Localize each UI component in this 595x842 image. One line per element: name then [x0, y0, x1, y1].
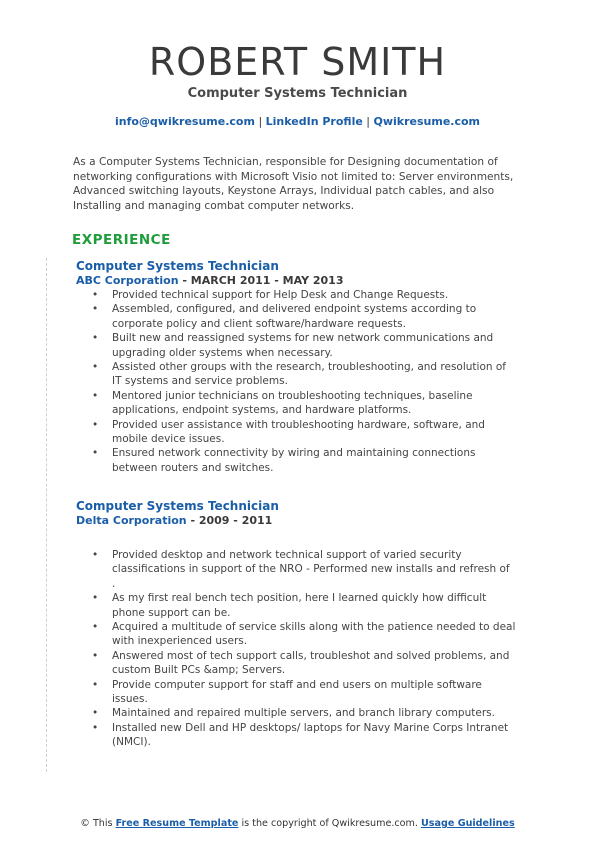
bullet-item: • Acquired a multitude of service skills along with the patience needed to deal with inexperienced users.: [76, 620, 516, 649]
summary-paragraph: As a Computer Systems Technician, responsible for Designing documentation of networking configurations with Microsoft Visio not limited to: Server environments, Advanced switching layouts, Keystone Arrays, Individual patch cables, and also Installing and managing combat computer networks.: [73, 156, 514, 212]
job-title: Computer Systems Technician: [76, 499, 279, 513]
job-title: Computer Systems Technician: [76, 259, 279, 273]
timeline-divider: [46, 258, 47, 772]
bullet-item: • Provide computer support for staff and end users on multiple software issues.: [76, 678, 516, 707]
job-bullets: [76, 288, 516, 475]
experience-heading: EXPERIENCE: [72, 232, 171, 248]
bullet-item: • Provided desktop and network technical support of varied security classifications in support of the NRO - Performed new installs and refresh of .: [76, 548, 516, 591]
bullet-item: • Installed new Dell and HP desktops/ laptops for Navy Marine Corps Intranet (NMCI).: [76, 721, 516, 750]
job-bullets: [76, 548, 516, 750]
company-name: Delta Corporation: [76, 514, 187, 527]
bullet-item: • Answered most of tech support calls, troubleshot and solved problems, and custom Built PCs &amp; Servers.: [76, 649, 516, 678]
candidate-name: ROBERT SMITH: [148, 40, 447, 84]
website-link[interactable]: Qwikresume.com: [373, 115, 481, 128]
footer: [0, 817, 595, 830]
contact-line: [0, 114, 595, 130]
linkedin-link[interactable]: LinkedIn Profile: [265, 115, 363, 128]
job-dates: - MARCH 2011 - MAY 2013: [178, 274, 344, 287]
bullet-item: • Maintained and repaired multiple servers, and branch library computers.: [76, 706, 516, 720]
bullet-item: • Provided user assistance with troubleshooting hardware, software, and mobile device issues.: [76, 418, 516, 447]
contact-separator: |: [362, 115, 374, 128]
job-entry: [76, 498, 516, 750]
job-entry: [76, 258, 516, 475]
job-meta: [76, 514, 516, 528]
candidate-title: Computer Systems Technician: [187, 86, 408, 101]
bullet-item: • Provided technical support for Help Desk and Change Requests.: [76, 288, 516, 302]
bullet-item: • Ensured network connectivity by wiring and maintaining connections between routers and switches.: [76, 446, 516, 475]
company-name: ABC Corporation: [76, 274, 179, 287]
copyright-prefix: © This: [80, 818, 116, 829]
job-meta: [76, 274, 516, 288]
bullet-item: • As my first real bench tech position, here I learned quickly how difficult phone support can be.: [76, 591, 516, 620]
bullet-item: • Assembled, configured, and delivered endpoint systems according to corporate policy and client software/hardware requests.: [76, 302, 516, 331]
copyright-text: is the copyright of Qwikresume.com.: [238, 818, 421, 829]
bullet-item: • Built new and reassigned systems for new network communications and upgrading older systems when necessary.: [76, 331, 516, 360]
free-resume-template-link[interactable]: Free Resume Template: [115, 818, 239, 829]
bullet-item: • Assisted other groups with the research, troubleshooting, and resolution of IT systems and service problems.: [76, 360, 516, 389]
contact-separator: |: [254, 115, 266, 128]
usage-guidelines-link[interactable]: Usage Guidelines: [421, 818, 515, 829]
bullet-item: • Mentored junior technicians on troubleshooting techniques, baseline applications, endpoint systems, and hardware platforms.: [76, 389, 516, 418]
email-link[interactable]: info@qwikresume.com: [114, 115, 255, 128]
job-dates: - 2009 - 2011: [186, 514, 273, 527]
